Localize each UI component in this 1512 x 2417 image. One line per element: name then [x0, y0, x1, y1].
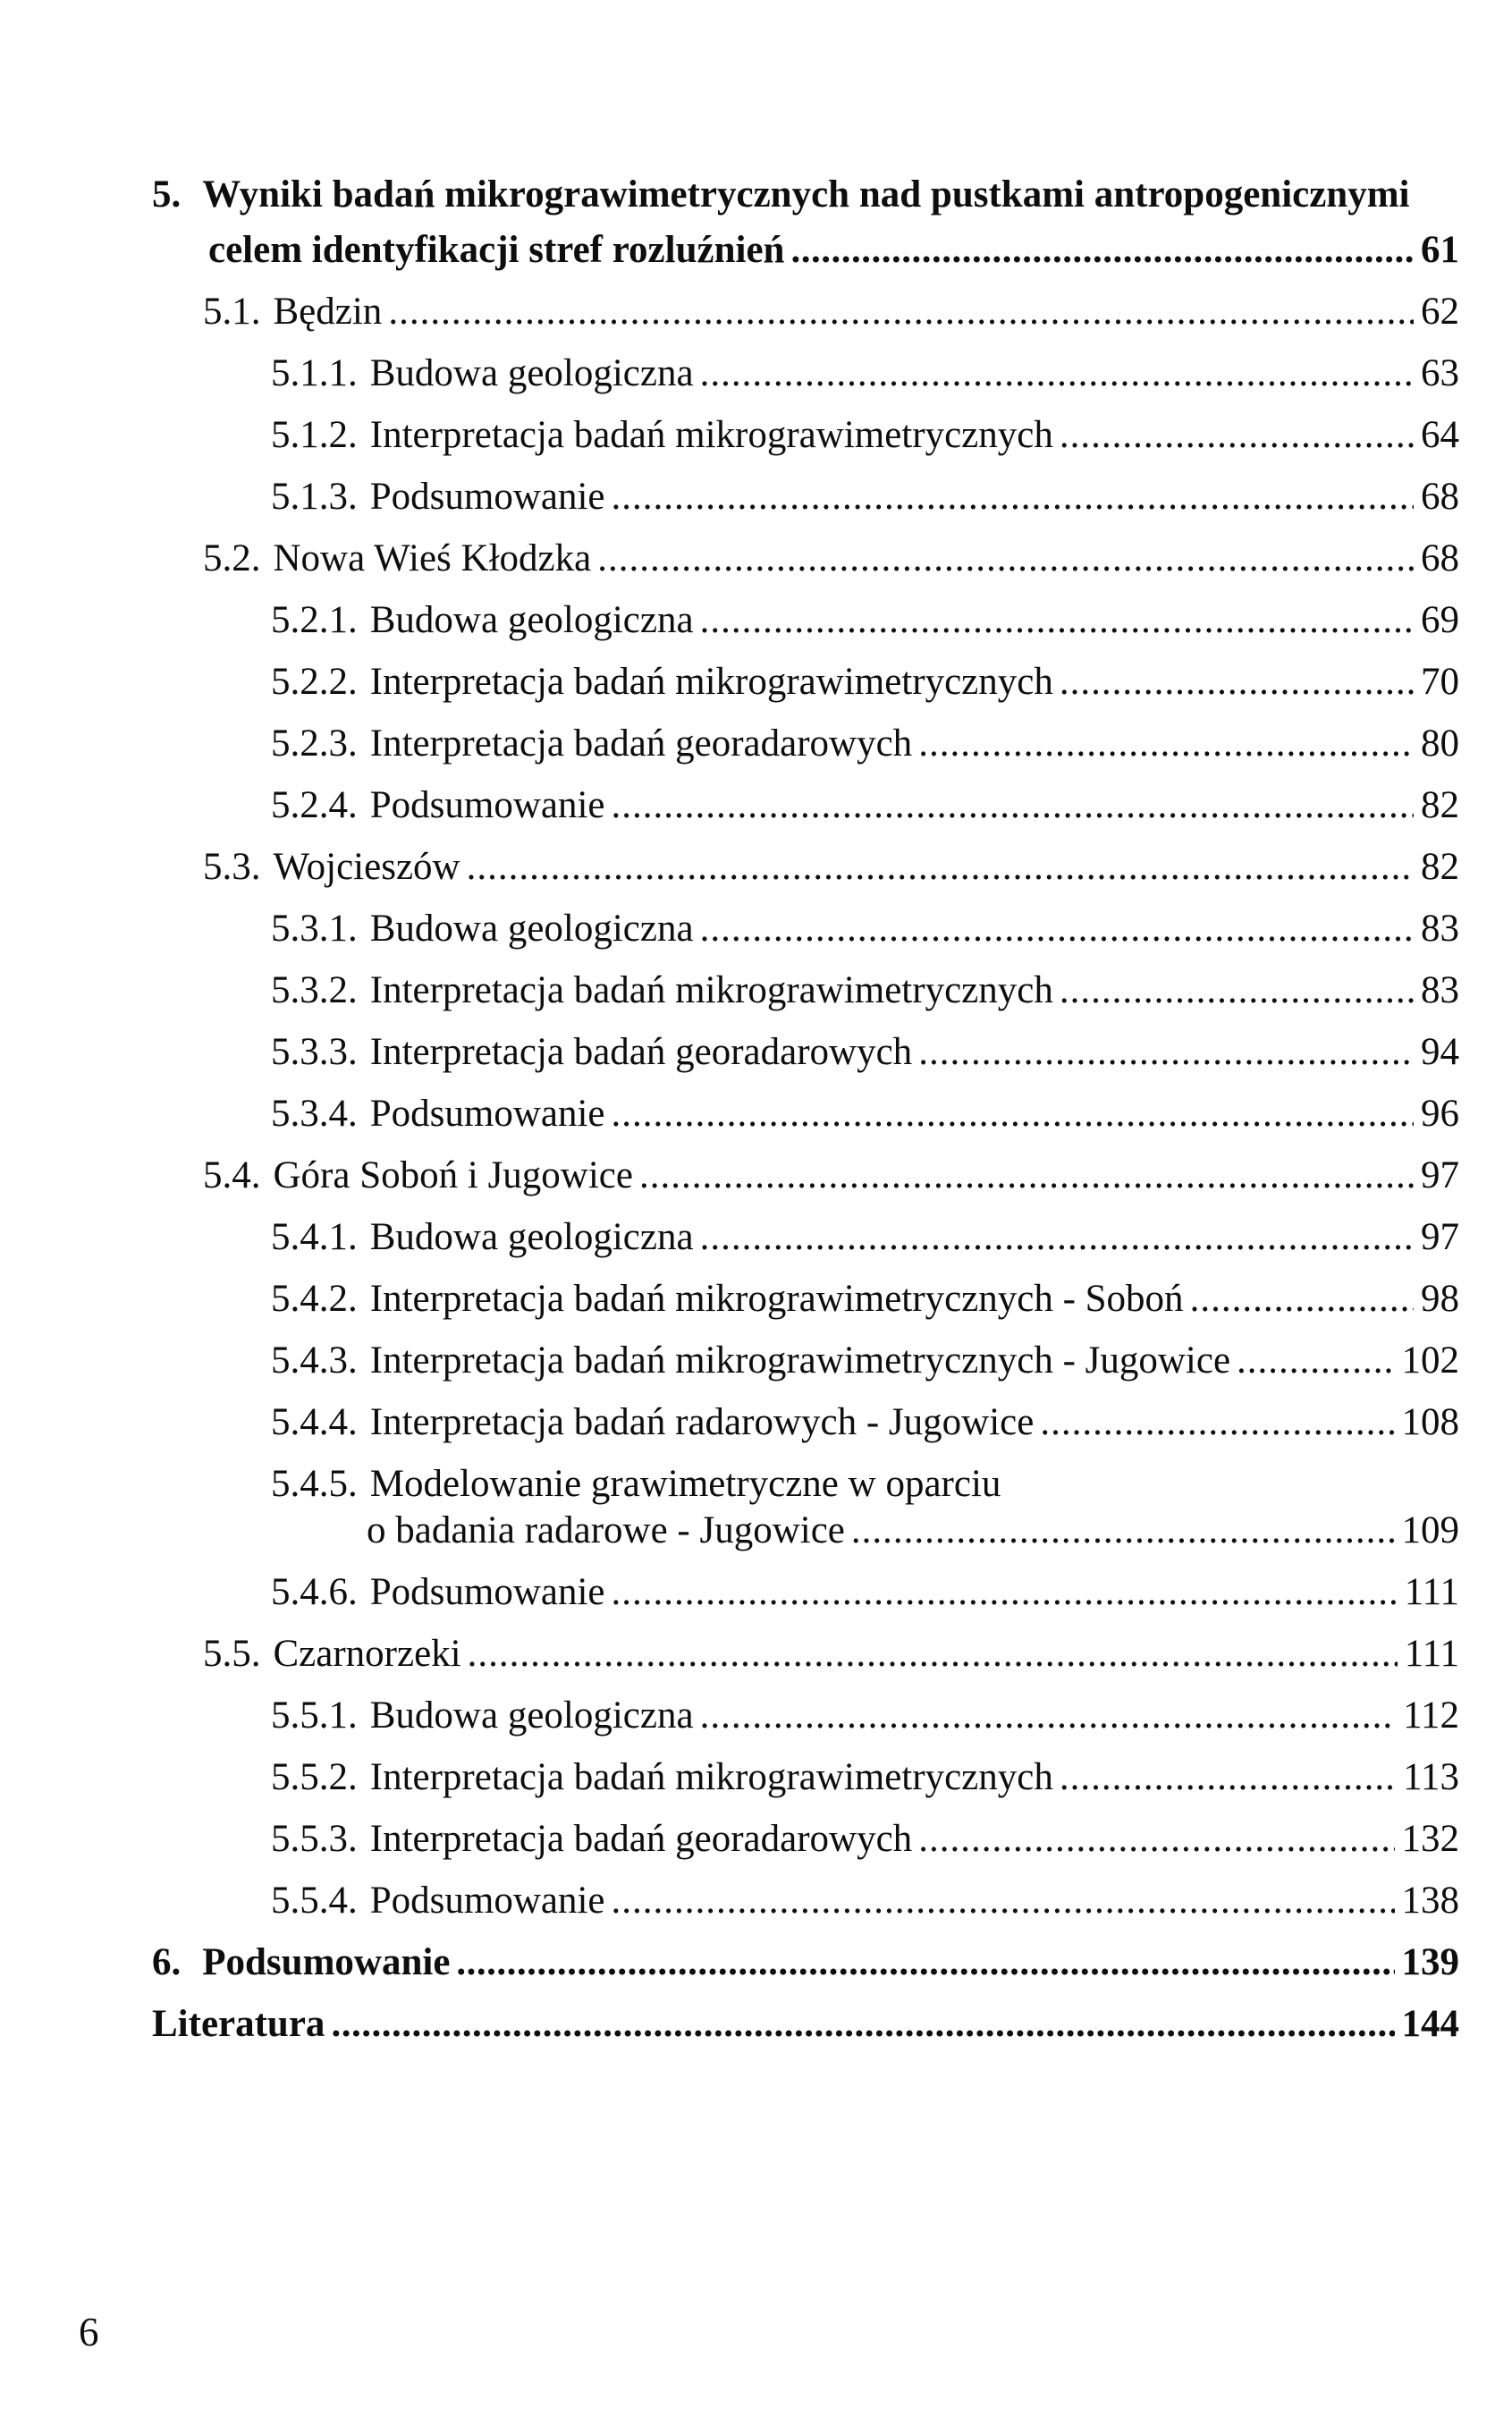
dot-leader [612, 1881, 1395, 1921]
toc-entry [152, 1758, 1459, 1797]
toc-page-number: 82 [1421, 846, 1459, 888]
toc-entry [152, 1820, 1459, 1859]
toc-page-number: 61 [1421, 229, 1459, 271]
dot-leader [468, 1635, 1398, 1674]
toc-entry-label: Interpretacja badań georadarowych [369, 723, 913, 765]
toc-entry-number: 5.2.4. [271, 784, 358, 826]
toc-entry-label: Podsumowanie [369, 476, 605, 518]
toc-entry-label: Wojcieszów [273, 846, 460, 888]
toc-entry-number: 5.2.3. [271, 723, 358, 765]
toc-entry-number: 5.5.4. [271, 1880, 358, 1922]
toc-page-number: 62 [1421, 291, 1459, 333]
toc-list [152, 0, 1459, 2066]
toc-entry-label: Interpretacja badań mikrograwimetrycznych [369, 414, 1053, 456]
toc-entry-label: Podsumowanie [369, 1571, 605, 1613]
toc-entry-number: 5.4.3. [271, 1339, 358, 1382]
toc-entry-label: Wyniki badań mikrograwimetrycznych nad pustkami antropogenicznymi [202, 173, 1410, 216]
toc-entry-number: 5.3.3. [271, 1031, 358, 1073]
toc-entry [152, 354, 1459, 393]
toc-page-number: 144 [1401, 2003, 1459, 2045]
toc-entry-label: Podsumowanie [369, 784, 605, 826]
toc-page-number: 96 [1421, 1093, 1459, 1135]
toc-entry-label: Interpretacja badań mikrograwimetrycznych [369, 661, 1053, 703]
toc-page-number: 70 [1421, 661, 1459, 703]
toc-entry-label-continued: o badania radarowe - Jugowice [367, 1509, 845, 1551]
toc-entry-number: 5.1.2. [271, 414, 358, 456]
toc-entry-number: 5.5.3. [271, 1818, 358, 1860]
toc-page-number: 68 [1421, 476, 1459, 518]
toc-page-number: 113 [1403, 1756, 1459, 1798]
toc-entry-label: Będzin [273, 291, 383, 333]
toc-entry [152, 1033, 1459, 1072]
dot-leader [1190, 1280, 1414, 1319]
toc-page-number: 138 [1401, 1880, 1459, 1922]
toc-entry [152, 175, 1459, 270]
toc-entry-number: 5. [152, 173, 182, 216]
dot-leader [456, 1943, 1394, 1982]
dot-leader [918, 1820, 1394, 1859]
toc-entry [152, 477, 1459, 517]
toc-entry [152, 663, 1459, 702]
toc-page-number: 63 [1421, 352, 1459, 394]
toc-page-number: 68 [1421, 537, 1459, 579]
toc-page-number: 64 [1421, 414, 1459, 456]
toc-entry-number: 5.4.4. [271, 1401, 358, 1443]
dot-leader [1040, 1403, 1394, 1442]
toc-entry [152, 786, 1459, 825]
toc-entry-label: Budowa geologiczna [369, 352, 694, 394]
toc-entry-label: Góra Soboń i Jugowice [273, 1154, 633, 1196]
toc-entry-label: Budowa geologiczna [369, 1694, 694, 1737]
toc-page-number: 83 [1421, 969, 1459, 1011]
toc-entry-number: 5.2.2. [271, 661, 358, 703]
dot-leader [597, 539, 1414, 579]
toc-entry-label: Czarnorzeki [273, 1633, 461, 1675]
toc-entry [152, 1156, 1459, 1196]
toc-entry [152, 1635, 1459, 1674]
toc-page-number: 112 [1403, 1694, 1459, 1737]
toc-entry [152, 724, 1459, 764]
toc-entry-number: 5.3.2. [271, 969, 358, 1011]
toc-page-number: 82 [1421, 784, 1459, 826]
dot-leader [612, 786, 1414, 825]
toc-page-number: 132 [1401, 1818, 1459, 1860]
toc-entry [152, 909, 1459, 949]
toc-entry-label: Nowa Wieś Kłodzka [273, 537, 592, 579]
toc-entry-number: 6. [152, 1941, 182, 1983]
toc-entry-label: Interpretacja badań mikrograwimetrycznych - Jugowice [369, 1339, 1231, 1382]
toc-entry [152, 1696, 1459, 1736]
toc-entry-label: Podsumowanie [369, 1093, 605, 1135]
toc-entry-number: 5.3. [203, 846, 261, 888]
toc-page-number: 111 [1404, 1633, 1459, 1675]
dot-leader [851, 1511, 1395, 1551]
dot-leader [1060, 971, 1414, 1010]
toc-entry [152, 2005, 1459, 2044]
toc-entry-label: Modelowanie grawimetryczne w oparciu [369, 1463, 1001, 1505]
toc-entry-label: Budowa geologiczna [369, 908, 694, 950]
dot-leader [388, 292, 1414, 332]
toc-entry [152, 848, 1459, 887]
toc-entry-number: 5.3.1. [271, 908, 358, 950]
toc-entry-label: Podsumowanie [369, 1880, 605, 1922]
toc-entry-number: 5.1. [203, 291, 261, 333]
dot-leader [700, 1218, 1414, 1257]
toc-entry-number: 5.4. [203, 1154, 261, 1196]
toc-entry-label: Interpretacja badań mikrograwimetrycznych - Soboń [369, 1278, 1184, 1320]
dot-leader [790, 231, 1414, 270]
toc-entry-number: 5.5. [203, 1633, 261, 1675]
dot-leader [918, 1033, 1414, 1072]
toc-page-number: 102 [1401, 1339, 1459, 1382]
toc-entry-number: 5.3.4. [271, 1093, 358, 1135]
toc-entry [152, 1943, 1459, 1982]
toc-entry [152, 1573, 1459, 1612]
toc-entry [152, 1094, 1459, 1134]
toc-entry [152, 601, 1459, 640]
toc-entry [152, 416, 1459, 455]
dot-leader [1060, 416, 1414, 455]
toc-entry [152, 1280, 1459, 1319]
toc-entry-label-continued: celem identyfikacji stref rozluźnień [208, 229, 785, 271]
dot-leader [612, 477, 1414, 517]
dot-leader [700, 1696, 1397, 1736]
toc-page-number: 111 [1404, 1571, 1459, 1613]
toc-entry-number: 5.5.2. [271, 1756, 358, 1798]
toc-entry-label: Literatura [152, 2003, 325, 2045]
toc-page-number: 94 [1421, 1031, 1459, 1073]
toc-page-number: 109 [1401, 1509, 1459, 1551]
toc-entry-label: Interpretacja badań radarowych - Jugowice [369, 1401, 1035, 1443]
toc-entry-label: Interpretacja badań mikrograwimetrycznych [369, 969, 1053, 1011]
toc-entry [152, 1341, 1459, 1381]
dot-leader [639, 1156, 1414, 1196]
toc-entry-number: 5.1.1. [271, 352, 358, 394]
toc-entry-label: Interpretacja badań mikrograwimetrycznych [369, 1756, 1053, 1798]
dot-leader [467, 848, 1414, 887]
toc-entry-number: 5.2. [203, 537, 261, 579]
toc-entry-number: 5.1.3. [271, 476, 358, 518]
toc-page-number: 80 [1421, 723, 1459, 765]
toc-entry-number: 5.5.1. [271, 1694, 358, 1737]
toc-entry [152, 539, 1459, 579]
toc-page-number: 69 [1421, 599, 1459, 641]
dot-leader [612, 1094, 1414, 1134]
toc-page-number: 97 [1421, 1154, 1459, 1196]
toc-entry-number: 5.4.5. [271, 1463, 358, 1505]
toc-entry [152, 1465, 1459, 1551]
toc-page-number: 108 [1401, 1401, 1459, 1443]
toc-entry [152, 971, 1459, 1010]
dot-leader [700, 909, 1414, 949]
toc-entry [152, 1881, 1459, 1921]
toc-page-number: 97 [1421, 1216, 1459, 1258]
toc-entry [152, 1218, 1459, 1257]
toc-entry-number: 5.4.2. [271, 1278, 358, 1320]
toc-entry [152, 1403, 1459, 1442]
dot-leader [1060, 663, 1414, 702]
toc-entry-label: Interpretacja badań georadarowych [369, 1818, 913, 1860]
toc-entry-number: 5.4.6. [271, 1571, 358, 1613]
folio-page-number: 6 [79, 2310, 99, 2354]
dot-leader [612, 1573, 1398, 1612]
toc-entry-label: Budowa geologiczna [369, 599, 694, 641]
toc-entry-number: 5.4.1. [271, 1216, 358, 1258]
dot-leader [331, 2005, 1394, 2044]
toc-entry-number: 5.2.1. [271, 599, 358, 641]
toc-entry [152, 292, 1459, 332]
dot-leader [1237, 1341, 1394, 1381]
toc-page-number: 139 [1401, 1941, 1459, 1983]
toc-page-number: 83 [1421, 908, 1459, 950]
dot-leader [700, 601, 1414, 640]
toc-entry-label: Podsumowanie [202, 1941, 451, 1983]
dot-leader [700, 354, 1414, 393]
toc-page-number: 98 [1421, 1278, 1459, 1320]
toc-entry-label: Interpretacja badań georadarowych [369, 1031, 913, 1073]
dot-leader [1060, 1758, 1396, 1797]
toc-entry-label: Budowa geologiczna [369, 1216, 694, 1258]
dot-leader [918, 724, 1414, 764]
